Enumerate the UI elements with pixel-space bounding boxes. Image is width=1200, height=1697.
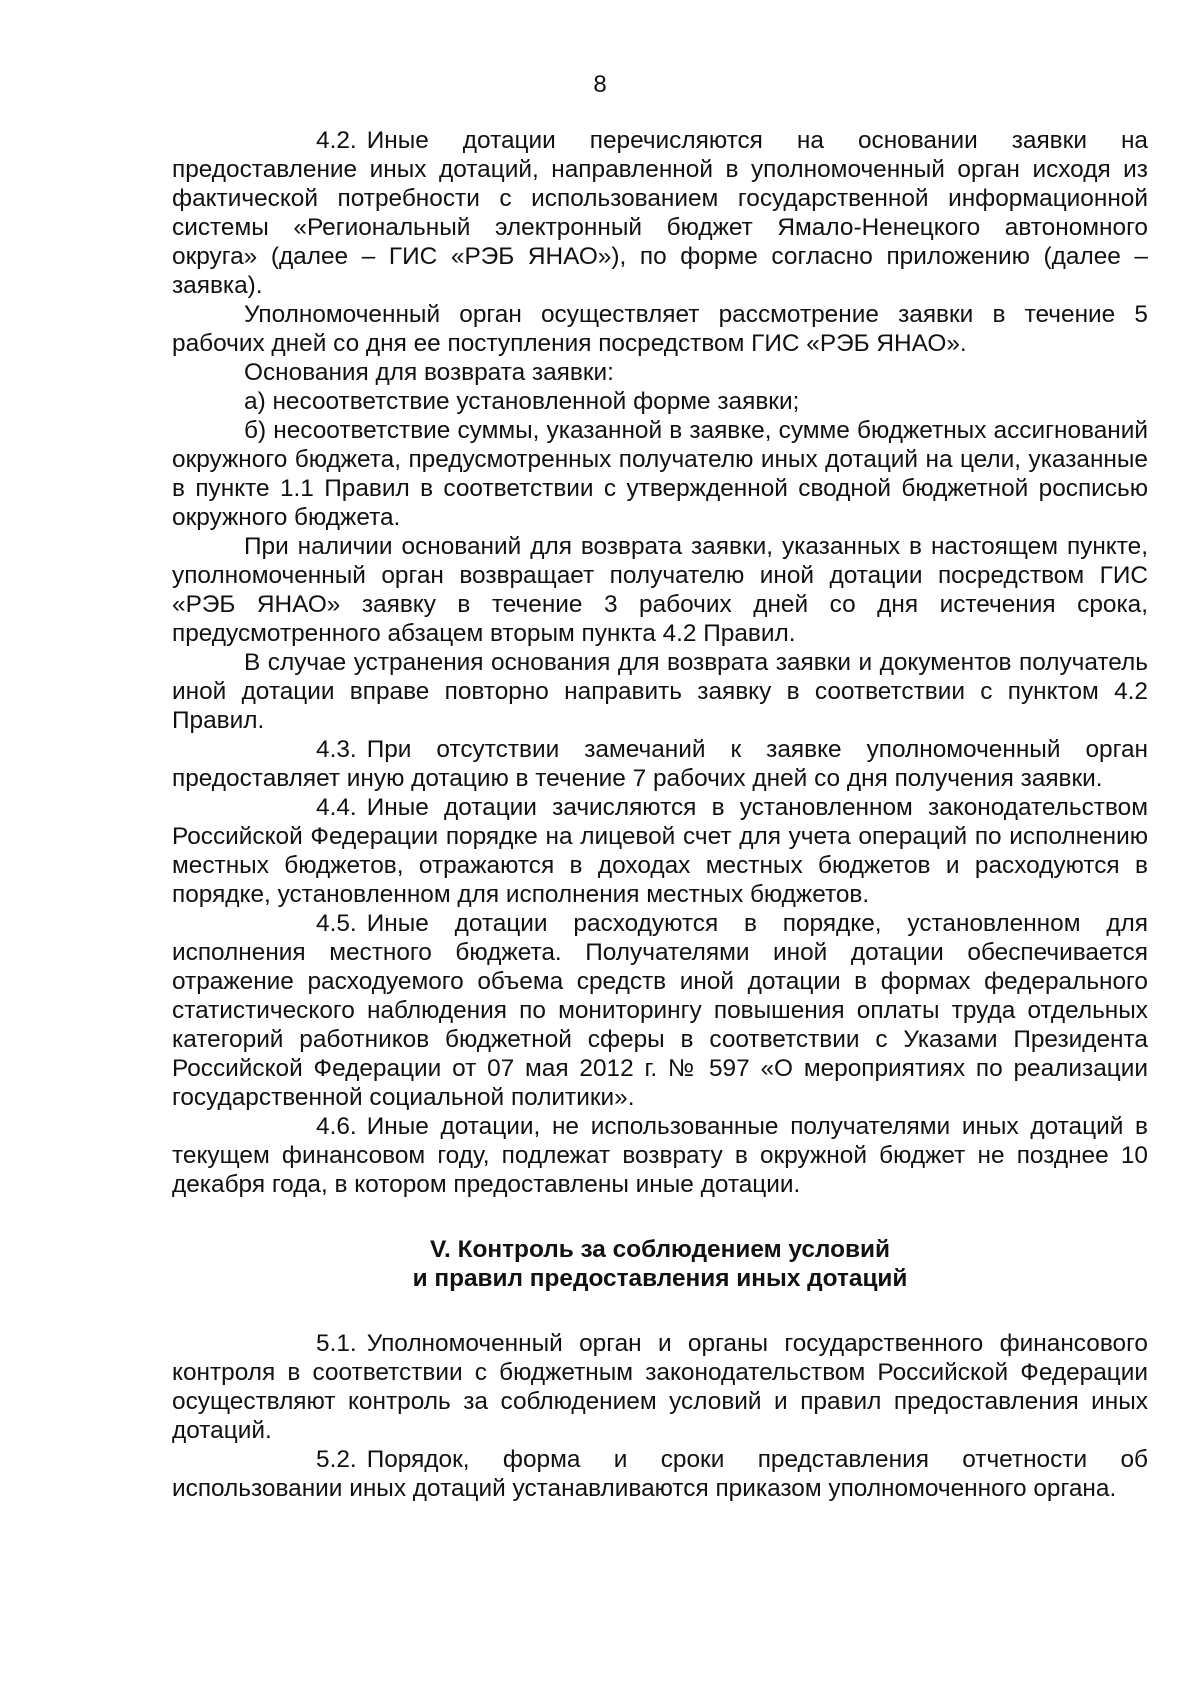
paragraph-text: При отсутствии замечаний к заявке уполномоченный орган предоставляет иную дотацию в течение 7 рабочих дней со дня получения заявки.: [172, 736, 1148, 792]
paragraph: [172, 416, 1148, 532]
paragraph: [172, 532, 1148, 648]
clause-number: 4.6.: [316, 1113, 357, 1140]
paragraph-text: Основания для возврата заявки:: [244, 359, 614, 386]
paragraph: [172, 1112, 1148, 1199]
paragraph-text: В случае устранения основания для возврата заявки и документов получатель иной дотации вправе повторно направить заявку в соответствии с пунктом 4.2 Правил.: [172, 649, 1148, 734]
paragraph-text: Иные дотации зачисляются в установленном законодательством Российской Федерации порядке на лицевой счет для учета операций по исполнению местных бюджетов, отражаются в доходах местных бюджетов и расходуются в порядке, установленном для исполнения местных бюджетов.: [172, 794, 1148, 908]
paragraph: [172, 793, 1148, 909]
clause-number: 4.3.: [316, 736, 357, 763]
paragraph-text: Иные дотации, не использованные получателями иных дотаций в текущем финансовом году, подлежат возврату в окружной бюджет не позднее 10 декабря года, в котором предоставлены иные дотации.: [172, 1113, 1148, 1198]
page-number: 8: [593, 71, 607, 98]
paragraph-text: При наличии оснований для возврата заявки, указанных в настоящем пункте, уполномоченный орган возвращает получателю иной дотации посредством ГИС «РЭБ ЯНАО» заявку в течение 3 рабочих дней со дня истечения срока, предусмотренного абзацем вторым пункта 4.2 Правил.: [172, 533, 1148, 647]
paragraph: [172, 358, 1148, 387]
document-body: [172, 126, 1148, 1503]
paragraph: [172, 648, 1148, 735]
paragraph: [172, 909, 1148, 1112]
section-heading-line-1: V. Контроль за соблюдением условий: [430, 1236, 890, 1263]
paragraph: [172, 1329, 1148, 1445]
paragraph-text: Уполномоченный орган осуществляет рассмотрение заявки в течение 5 рабочих дней со дня ее поступления посредством ГИС «РЭБ ЯНАО».: [172, 301, 1148, 357]
clause-number: 4.2.: [316, 127, 357, 154]
paragraph: [172, 300, 1148, 358]
paragraph-text: б) несоответствие суммы, указанной в заявке, сумме бюджетных ассигнований окружного бюджета, предусмотренных получателю иных дотаций на цели, указанные в пункте 1.1 Правил в соответствии с утвержденной сводной бюджетной росписью окружного бюджета.: [172, 417, 1148, 531]
paragraph-text: Иные дотации перечисляются на основании заявки на предоставление иных дотаций, направленной в уполномоченный орган исходя из фактической потребности с использованием государственной информационной системы «Региональный электронный бюджет Ямало-Ненецкого автономного округа» (далее – ГИС «РЭБ ЯНАО»), по форме согласно приложению (далее – заявка).: [172, 127, 1148, 299]
section-iv-continuation: [172, 126, 1148, 1199]
paragraph: [172, 387, 1148, 416]
section-v-body: [172, 1329, 1148, 1503]
section-heading: [172, 1235, 1148, 1293]
paragraph-text: Уполномоченный орган и органы государственного финансового контроля в соответствии с бюджетным законодательством Российской Федерации осуществляют контроль за соблюдением условий и правил предоставления иных дотаций.: [172, 1330, 1148, 1444]
clause-number: 4.5.: [316, 910, 357, 937]
paragraph: [172, 735, 1148, 793]
clause-number: 4.4.: [316, 794, 357, 821]
clause-number: 5.1.: [316, 1330, 357, 1357]
paragraph-text: Иные дотации расходуются в порядке, установленном для исполнения местного бюджета. Получателями иной дотации обеспечивается отражение расходуемого объема средств иной дотации в формах федерального статистического наблюдения по мониторингу повышения оплаты труда отдельных категорий работников бюджетной сферы в соответствии с Указами Президента Российской Федерации от 07 мая 2012 г. № 597 «О мероприятиях по реализации государственной социальной политики».: [172, 910, 1148, 1111]
paragraph: [172, 126, 1148, 300]
paragraph-text: Порядок, форма и сроки представления отчетности об использовании иных дотаций устанавливаются приказом уполномоченного органа.: [172, 1446, 1148, 1502]
paragraph: [172, 1445, 1148, 1503]
section-heading-line-2: и правил предоставления иных дотаций: [412, 1265, 908, 1292]
clause-number: 5.2.: [316, 1446, 357, 1473]
paragraph-text: а) несоответствие установленной форме заявки;: [244, 388, 800, 415]
